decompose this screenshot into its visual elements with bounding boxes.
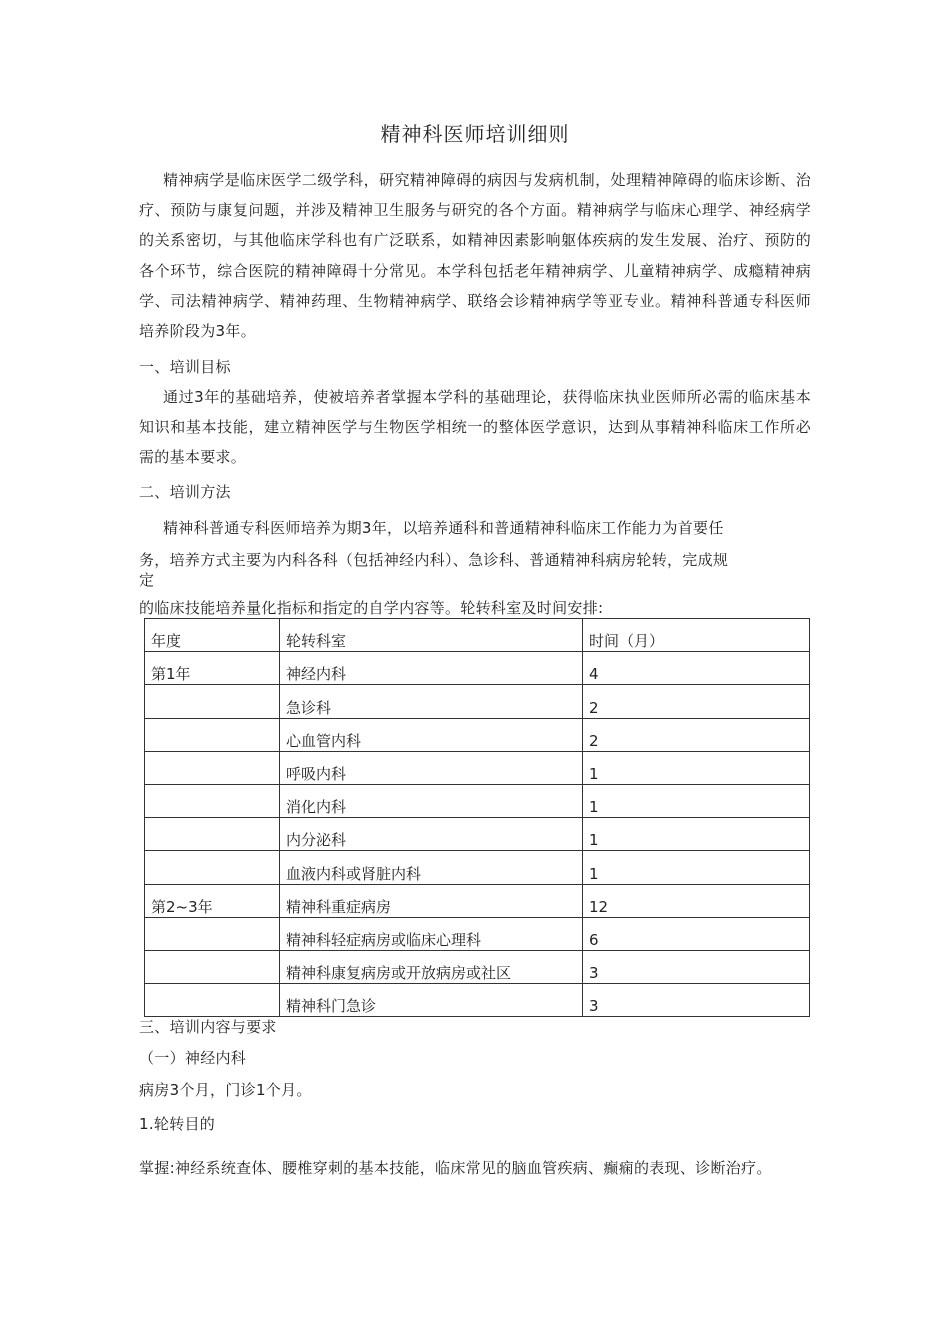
department-cell: 内分泌科	[280, 818, 583, 851]
table-header-cell: 轮转科室	[280, 619, 583, 652]
months-cell: 4	[583, 652, 810, 685]
year-cell	[145, 851, 280, 884]
section-2-line-1: 精神科普通专科医师培养为期3年，以培养通科和普通精神科临床工作能力为首要任	[163, 519, 724, 537]
point-1-text: 掌握:神经系统查体、腰椎穿刺的基本技能，临床常见的脑血管疾病、癫痫的表现、诊断治疗。	[139, 1159, 772, 1177]
department-cell: 精神科门急诊	[280, 984, 583, 1017]
months-cell: 3	[583, 984, 810, 1017]
table-row	[145, 751, 810, 784]
department-cell: 急诊科	[280, 685, 583, 718]
intro-paragraph: 精神病学是临床医学二级学科，研究精神障碍的病因与发病机制，处理精神障碍的临床诊断、治疗、预防与康复问题，并涉及精神卫生服务与研究的各个方面。精神病学与临床心理学、神经病学的关系密切，与其他临床学科也有广泛联系，如精神因素影响躯体疾病的发生发展、治疗、预防的各个环节，综合医院的精神障碍十分常见。本学科包括老年精神病学、儿童精神病学、成瘾精神病学、司法精神病学、精神药理、生物精神病学、联络会诊精神病学等亚专业。精神科普通专科医师培养阶段为3年。	[139, 171, 811, 341]
months-cell: 1	[583, 818, 810, 851]
year-cell	[145, 984, 280, 1017]
table-header-row	[145, 619, 810, 652]
document-title: 精神科医师培训细则	[380, 122, 570, 146]
subsection-1-text: 病房3个月，门诊1个月。	[139, 1081, 312, 1099]
year-cell	[145, 718, 280, 751]
section-2-line-3: 的临床技能培养量化指标和指定的自学内容等。轮转科室及时间安排:	[139, 599, 604, 617]
section-1-paragraph: 通过3年的基础培养，使被培养者掌握本学科的基础理论，获得临床执业医师所必需的临床基本知识和基本技能，建立精神医学与生物医学相统一的整体医学意识，达到从事精神科临床工作所必需的基本要求。	[139, 388, 811, 467]
section-3-heading: 三、培训内容与要求	[139, 1018, 277, 1036]
section-1-heading: 一、培训目标	[139, 358, 231, 376]
table-row	[145, 851, 810, 884]
department-cell: 神经内科	[280, 652, 583, 685]
department-cell: 血液内科或肾脏内科	[280, 851, 583, 884]
months-cell: 6	[583, 917, 810, 950]
section-2-heading: 二、培训方法	[139, 483, 231, 501]
months-cell: 1	[583, 851, 810, 884]
months-cell: 1	[583, 784, 810, 817]
months-cell: 12	[583, 884, 810, 917]
department-cell: 心血管内科	[280, 718, 583, 751]
table-row	[145, 984, 810, 1017]
year-cell	[145, 818, 280, 851]
table-row	[145, 718, 810, 751]
rotation-table	[144, 618, 810, 1017]
months-cell: 2	[583, 718, 810, 751]
table-row	[145, 950, 810, 983]
table-row	[145, 685, 810, 718]
subsection-1-heading: （一）神经内科	[139, 1049, 247, 1067]
department-cell: 精神科轻症病房或临床心理科	[280, 917, 583, 950]
year-cell	[145, 685, 280, 718]
department-cell: 呼吸内科	[280, 751, 583, 784]
table-header-cell: 年度	[145, 619, 280, 652]
department-cell: 消化内科	[280, 784, 583, 817]
year-cell	[145, 950, 280, 983]
table-row	[145, 784, 810, 817]
year-cell	[145, 784, 280, 817]
table-row	[145, 884, 810, 917]
year-cell: 第1年	[145, 652, 280, 685]
point-1-heading: 1.轮转目的	[139, 1115, 216, 1133]
year-cell	[145, 751, 280, 784]
table-header-cell: 时间（月）	[583, 619, 810, 652]
year-cell: 第2~3年	[145, 884, 280, 917]
table-row	[145, 917, 810, 950]
months-cell: 2	[583, 685, 810, 718]
department-cell: 精神科康复病房或开放病房或社区	[280, 950, 583, 983]
months-cell: 3	[583, 950, 810, 983]
section-2-line-2-wrap: 定	[139, 571, 155, 589]
table-row	[145, 652, 810, 685]
months-cell: 1	[583, 751, 810, 784]
year-cell	[145, 917, 280, 950]
table-row	[145, 818, 810, 851]
department-cell: 精神科重症病房	[280, 884, 583, 917]
section-2-line-2: 务，培养方式主要为内科各科（包括神经内科）、急诊科、普通精神科病房轮转，完成规	[139, 551, 729, 569]
